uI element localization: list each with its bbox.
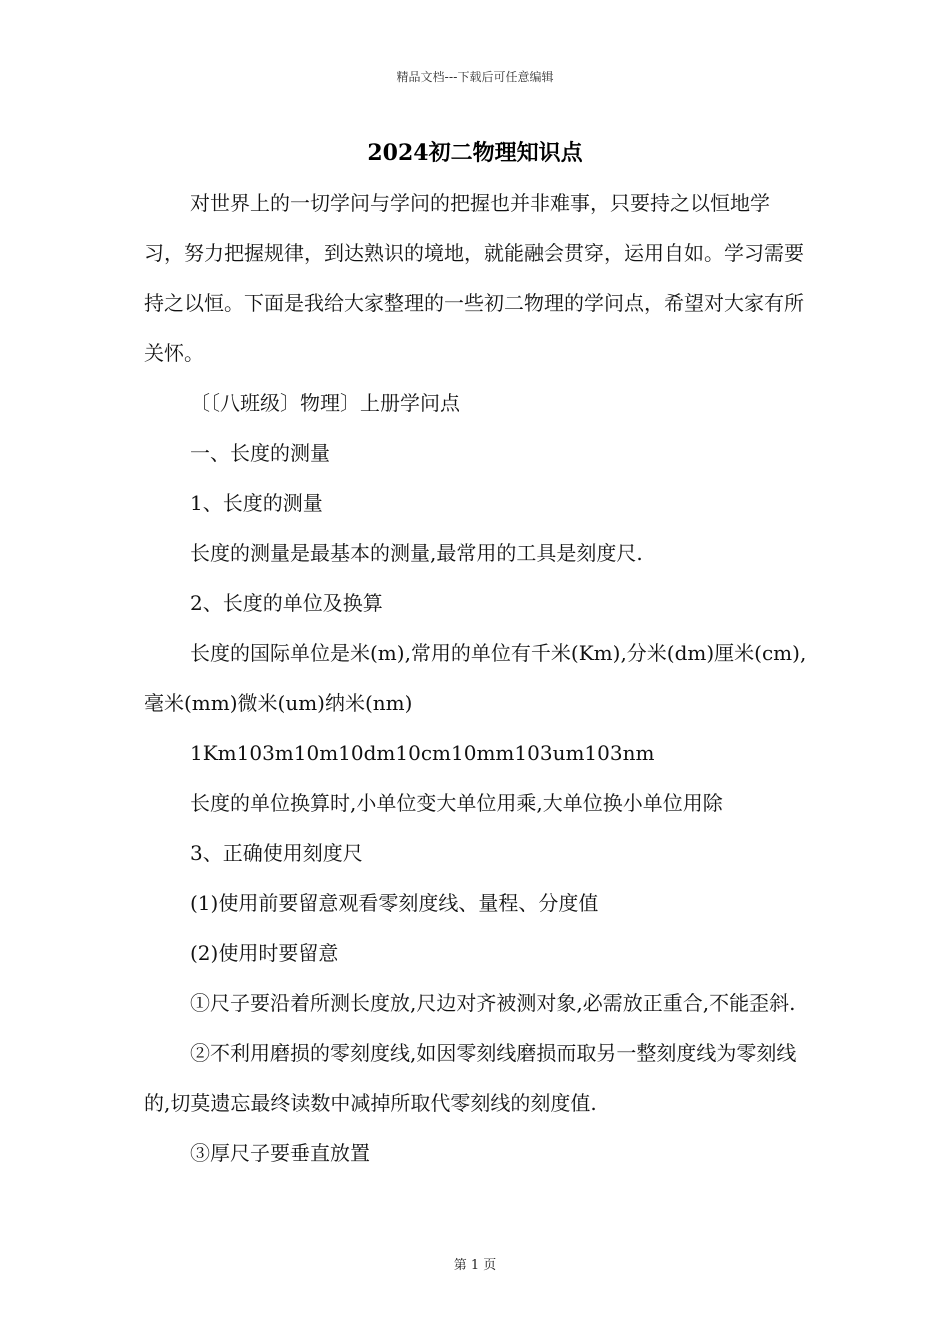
section-heading: 〔〔八班级〕物理〕上册学问点	[190, 391, 460, 415]
document-title: 2024初二物理知识点	[367, 140, 583, 166]
unit-conversion-line: 1Km103m10m10dm10cm10mm103um103nm	[190, 741, 655, 765]
document-body	[144, 178, 808, 1178]
list-item: (1)使用前要留意观看零刻度线、量程、分度值	[190, 891, 599, 915]
intro-paragraph: 对世界上的一切学问与学问的把握也并非难事，只要持之以恒地学习，努力把握规律，到达熟识的境地，就能融会贯穿，运用自如。学习需要持之以恒。下面是我给大家整理的一些初二物理的学问点，希望对大家有所关怀。	[144, 191, 804, 365]
chapter-heading: 一、长度的测量	[190, 441, 330, 465]
subsection-heading: 3、正确使用刻度尺	[190, 841, 363, 865]
list-item: ①尺子要沿着所测长度放,尺边对齐被测对象,必需放正重合,不能歪斜.	[190, 991, 796, 1015]
body-paragraph: 长度的国际单位是米(m),常用的单位有千米(Km),分米(dm)厘米(cm),毫米(mm)微米(um)纳米(nm)	[144, 641, 807, 715]
subsection-heading: 2、长度的单位及换算	[190, 591, 383, 615]
page-header: 精品文档---下载后可任意编辑	[396, 70, 554, 84]
page-number: 第 1 页	[453, 1258, 497, 1273]
list-item: (2)使用时要留意	[190, 941, 339, 965]
list-item: ③厚尺子要垂直放置	[190, 1141, 370, 1165]
subsection-heading: 1、长度的测量	[190, 491, 323, 515]
list-item: ②不利用磨损的零刻度线,如因零刻线磨损而取另一整刻度线为零刻线的,切莫遗忘最终读数中减掉所取代零刻线的刻度值.	[144, 1041, 797, 1115]
body-paragraph: 长度的单位换算时,小单位变大单位用乘,大单位换小单位用除	[190, 791, 723, 815]
body-paragraph: 长度的测量是最基本的测量,最常用的工具是刻度尺.	[190, 541, 643, 565]
